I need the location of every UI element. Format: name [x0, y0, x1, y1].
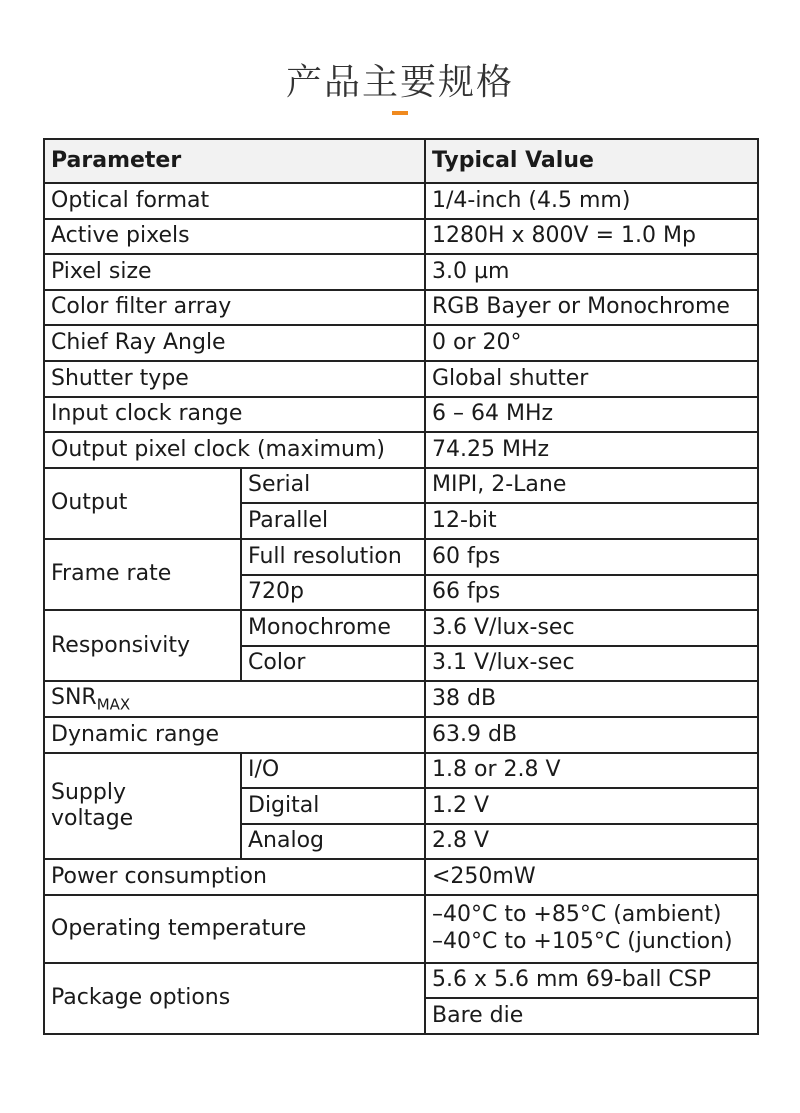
param-value: 1/4-inch (4.5 mm)	[425, 183, 758, 219]
param-value: Global shutter	[425, 361, 758, 397]
param-value: 5.6 x 5.6 mm 69-ball CSP	[425, 963, 758, 999]
param-label: Dynamic range	[44, 717, 425, 753]
param-label: Input clock range	[44, 397, 425, 433]
sub-param-label: Digital	[241, 788, 425, 824]
sub-param-label: 720p	[241, 575, 425, 611]
param-label: Pixel size	[44, 254, 425, 290]
supply-line2: voltage	[51, 805, 134, 831]
sub-param-label: Monochrome	[241, 610, 425, 646]
param-label: Chief Ray Angle	[44, 325, 425, 361]
table-row	[44, 963, 758, 999]
table-row	[44, 859, 758, 895]
param-value: 3.6 V/lux-sec	[425, 610, 758, 646]
sub-param-label: Serial	[241, 468, 425, 504]
table-row	[44, 610, 758, 646]
param-value-temp	[425, 895, 758, 963]
sub-param-label: Parallel	[241, 503, 425, 539]
table-row	[44, 468, 758, 504]
param-value: 1.8 or 2.8 V	[425, 753, 758, 789]
param-value: 12-bit	[425, 503, 758, 539]
param-label: Package options	[44, 963, 425, 1034]
temp-junction: –40°C to +105°C (junction)	[432, 928, 733, 954]
header-value: Typical Value	[425, 139, 758, 183]
sub-param-label: Full resolution	[241, 539, 425, 575]
table-row	[44, 539, 758, 575]
spec-table	[43, 138, 759, 1035]
table-row	[44, 753, 758, 789]
table-row	[44, 254, 758, 290]
table-header-row	[44, 139, 758, 183]
sub-param-label: Color	[241, 646, 425, 682]
param-label: Output	[44, 468, 241, 539]
table-row	[44, 397, 758, 433]
param-value: 63.9 dB	[425, 717, 758, 753]
table-row	[44, 681, 758, 717]
supply-line1: Supply	[51, 779, 126, 805]
param-value: MIPI, 2-Lane	[425, 468, 758, 504]
table-row	[44, 361, 758, 397]
param-label: Optical format	[44, 183, 425, 219]
param-value: 38 dB	[425, 681, 758, 717]
param-value: 66 fps	[425, 575, 758, 611]
sub-param-label: I/O	[241, 753, 425, 789]
page-title: 产品主要规格	[285, 62, 514, 103]
param-value: Bare die	[425, 998, 758, 1034]
param-value: 6 – 64 MHz	[425, 397, 758, 433]
table-row	[44, 219, 758, 255]
param-label: Output pixel clock (maximum)	[44, 432, 425, 468]
table-row	[44, 290, 758, 326]
param-value: RGB Bayer or Monochrome	[425, 290, 758, 326]
title-accent-bar	[392, 111, 408, 115]
param-value: 74.25 MHz	[425, 432, 758, 468]
table-row	[44, 717, 758, 753]
param-value: 3.0 µm	[425, 254, 758, 290]
temp-ambient: –40°C to +85°C (ambient)	[432, 902, 722, 928]
param-label: Responsivity	[44, 610, 241, 681]
snr-subscript: MAX	[96, 695, 131, 714]
param-label: Shutter type	[44, 361, 425, 397]
sub-param-label: Analog	[241, 824, 425, 860]
header-parameter: Parameter	[44, 139, 425, 183]
table-row	[44, 895, 758, 963]
param-label-supply	[44, 753, 241, 860]
param-label-snr	[44, 681, 425, 717]
table-row	[44, 183, 758, 219]
param-value: 1.2 V	[425, 788, 758, 824]
snr-main: SNR	[51, 684, 97, 710]
param-value: 0 or 20°	[425, 325, 758, 361]
param-value: <250mW	[425, 859, 758, 895]
param-value: 3.1 V/lux-sec	[425, 646, 758, 682]
param-label: Active pixels	[44, 219, 425, 255]
param-value: 2.8 V	[425, 824, 758, 860]
param-value: 60 fps	[425, 539, 758, 575]
param-label: Operating temperature	[44, 895, 425, 963]
table-row	[44, 432, 758, 468]
param-label: Frame rate	[44, 539, 241, 610]
param-label: Color filter array	[44, 290, 425, 326]
table-row	[44, 325, 758, 361]
param-value: 1280H x 800V = 1.0 Mp	[425, 219, 758, 255]
param-label: Power consumption	[44, 859, 425, 895]
